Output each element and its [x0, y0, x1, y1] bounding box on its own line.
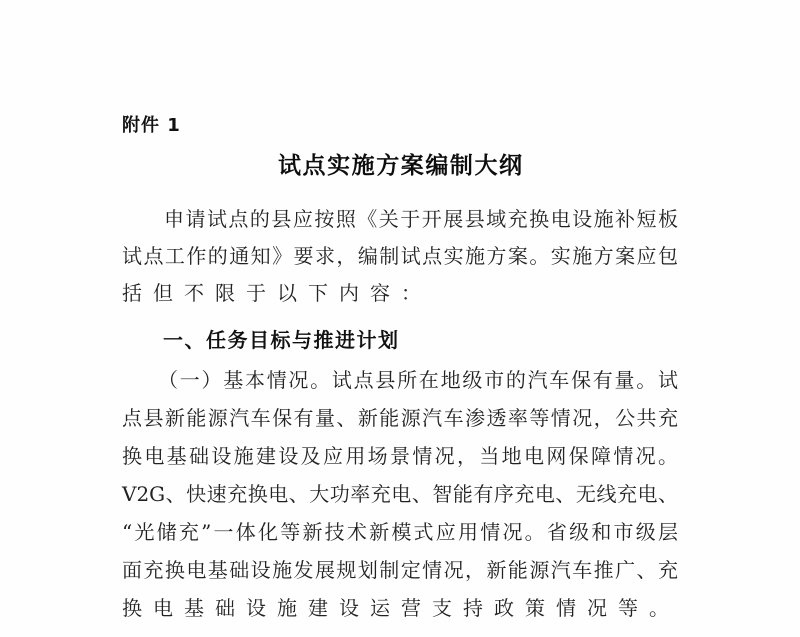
paragraph-line: 面充换电基础设施发展规划制定情况，新能源汽车推广、充 [122, 558, 678, 582]
paragraph-line: 点县新能源汽车保有量、新能源汽车渗透率等情况，公共充 [122, 406, 678, 430]
paragraph-line: 换电基础设施建设运营支持政策情况等。 [122, 596, 680, 620]
paragraph-line: 申请试点的县应按照《关于开展县域充换电设施补短板 [164, 207, 678, 231]
attachment-label: 附件 1 [122, 115, 181, 136]
paragraph-line: V2G、快速充换电、大功率充电、智能有序充电、无线充电、 [122, 482, 678, 506]
document-title: 试点实施方案编制大纲 [278, 152, 522, 179]
paragraph-line: 换电基础设施建设及应用场景情况，当地电网保障情况。 [122, 444, 678, 468]
section-heading: 一、任务目标与推进计划 [163, 328, 400, 352]
paragraph-line: “光储充”一体化等新技术新模式应用情况。省级和市级层 [122, 520, 678, 544]
paragraph-line: （一）基本情况。试点县所在地级市的汽车保有量。试 [158, 368, 678, 392]
paragraph-line: 试点工作的通知》要求，编制试点实施方案。实施方案应包 [122, 244, 678, 268]
paragraph-line: 括但不限于以下内容： [122, 281, 432, 305]
